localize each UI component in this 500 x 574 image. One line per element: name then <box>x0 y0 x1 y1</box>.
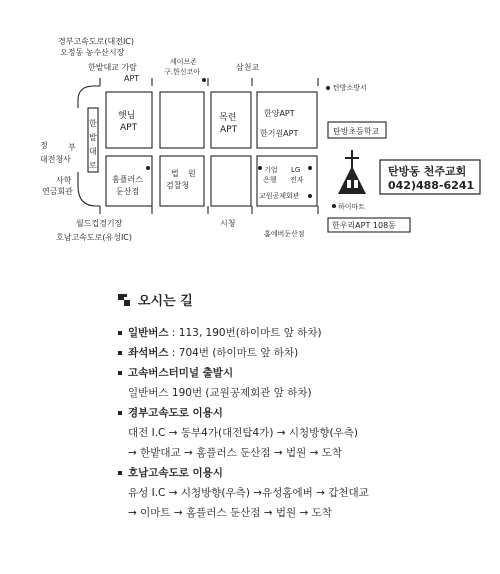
label-church-phone: 042)488-6241 <box>388 179 475 192</box>
label-city-hall: 시청 <box>220 219 236 228</box>
label-homever: 홈에버둔산점 <box>264 230 305 238</box>
direction-line: → 이마트 → 홈플러스 둔산점 → 법원 → 도착 <box>128 507 332 519</box>
label-hi-mart: 하이마트 <box>338 203 366 211</box>
direction-line: 일반버스 190번 (교원공제회관 앞 하차) <box>128 387 312 399</box>
label-court-2: 원 <box>188 169 196 178</box>
label-hanbat-garak: 한밭대교 가람 <box>88 63 137 72</box>
label-pension-hall: 연금회관 <box>42 187 73 196</box>
church-icon <box>338 150 366 194</box>
bullet-icon <box>118 471 122 475</box>
direction-title: 호남고속도로 이용시 <box>128 467 223 479</box>
directions-title: 오시는 길 <box>138 294 193 309</box>
block-bottom-middle <box>211 156 251 206</box>
direction-item-express-terminal <box>118 363 488 383</box>
bullet-icon <box>118 411 122 415</box>
label-teachers-hall: 교원공제회관 <box>259 192 300 200</box>
label-lg-2: 전자 <box>290 176 304 184</box>
label-honam-ic: 호남고속도로(유성IC) <box>56 233 133 242</box>
label-bank: 기업 <box>264 166 278 174</box>
label-gyeongbu-ic: 경부고속도로(대전IC) <box>58 37 135 46</box>
direction-title: 좌석버스 <box>128 347 169 359</box>
label-hanbat-road-4: 로 <box>89 161 97 170</box>
direction-item-honam <box>118 463 488 483</box>
label-church-name: 탄방동 천주교회 <box>388 165 467 178</box>
road-lower-left-curve <box>78 172 100 206</box>
direction-line: → 한밭대교 → 홈플러스 둔산점 → 법원 → 도착 <box>128 447 343 459</box>
block-hanyang <box>257 92 317 148</box>
label-jeong: 정 <box>40 141 48 150</box>
label-court-1: 법 <box>171 169 179 178</box>
label-tanbang-fire: 탄방소방서 <box>333 84 367 92</box>
directions-section <box>118 290 488 523</box>
label-mongnyeon: 목련 <box>219 113 237 123</box>
direction-title: 일반버스 <box>128 327 169 339</box>
label-hansin-core: 구.한신코아 <box>164 68 201 76</box>
label-tanbang-school: 탄방초등학교 <box>333 127 380 136</box>
label-worldcup-stadium: 월드컵경기장 <box>76 219 123 228</box>
label-samcheongyo: 삼천교 <box>236 63 260 72</box>
label-prosecutor: 검찰청 <box>166 181 190 190</box>
label-hangiwon-apt: 한기원APT <box>260 129 299 138</box>
label-daejeon-office: 대전청사 <box>40 155 71 164</box>
direction-item-bus <box>118 323 488 343</box>
bullet-icon <box>118 371 122 375</box>
label-hanbat-road-1: 한 <box>89 119 97 128</box>
direction-title: 고속버스터미널 출발시 <box>128 367 234 379</box>
label-hanyang-apt: 한양APT <box>264 109 295 118</box>
label-homeplus: 홈플러스 <box>112 175 143 184</box>
direction-item-seat-bus <box>118 343 488 363</box>
direction-line: 대전 I.C → 동부4가(대전탑4가) → 시청방향(우측) <box>128 427 358 439</box>
label-hanbat-road-3: 대 <box>89 147 97 156</box>
label-safezone: 세이브존 <box>170 58 198 66</box>
block-top-middle <box>160 92 204 148</box>
label-haetnim: 햇님 <box>118 111 136 121</box>
direction-text: : 704번 (하이마트 앞 하차) <box>168 347 299 359</box>
road-upper-left-curve <box>78 86 100 108</box>
label-lg: LG <box>291 166 301 174</box>
direction-line: 유성 I.C → 시청방향(우측) →유성홈에버 → 갑천대교 <box>128 487 369 499</box>
directions-heading <box>118 290 488 309</box>
label-mongnyeon-apt: APT <box>220 125 238 135</box>
location-map <box>0 0 500 250</box>
direction-text: : 113, 190번(하이마트 앞 하차) <box>168 327 322 339</box>
direction-title: 경부고속도로 이용시 <box>128 407 223 419</box>
label-haetnim-apt: APT <box>120 123 138 133</box>
label-sahak: 사학 <box>56 176 72 185</box>
label-ojeongdong-market: 오정동 농수산시장 <box>60 48 125 57</box>
label-hanbat-garak-apt: APT <box>124 74 140 83</box>
heading-marker-icon <box>118 294 130 306</box>
bullet-icon <box>118 331 122 335</box>
label-homeplus-dunsan: 둔산점 <box>116 187 140 196</box>
direction-item-gyeongbu <box>118 403 488 423</box>
bullet-icon <box>118 351 122 355</box>
label-hanbat-road-2: 밭 <box>89 133 97 142</box>
label-hanwoori: 한우리APT 108동 <box>332 221 396 230</box>
label-bank-2: 은행 <box>263 176 277 184</box>
road-bottom-edge <box>100 206 318 214</box>
label-bu: 부 <box>68 143 76 152</box>
